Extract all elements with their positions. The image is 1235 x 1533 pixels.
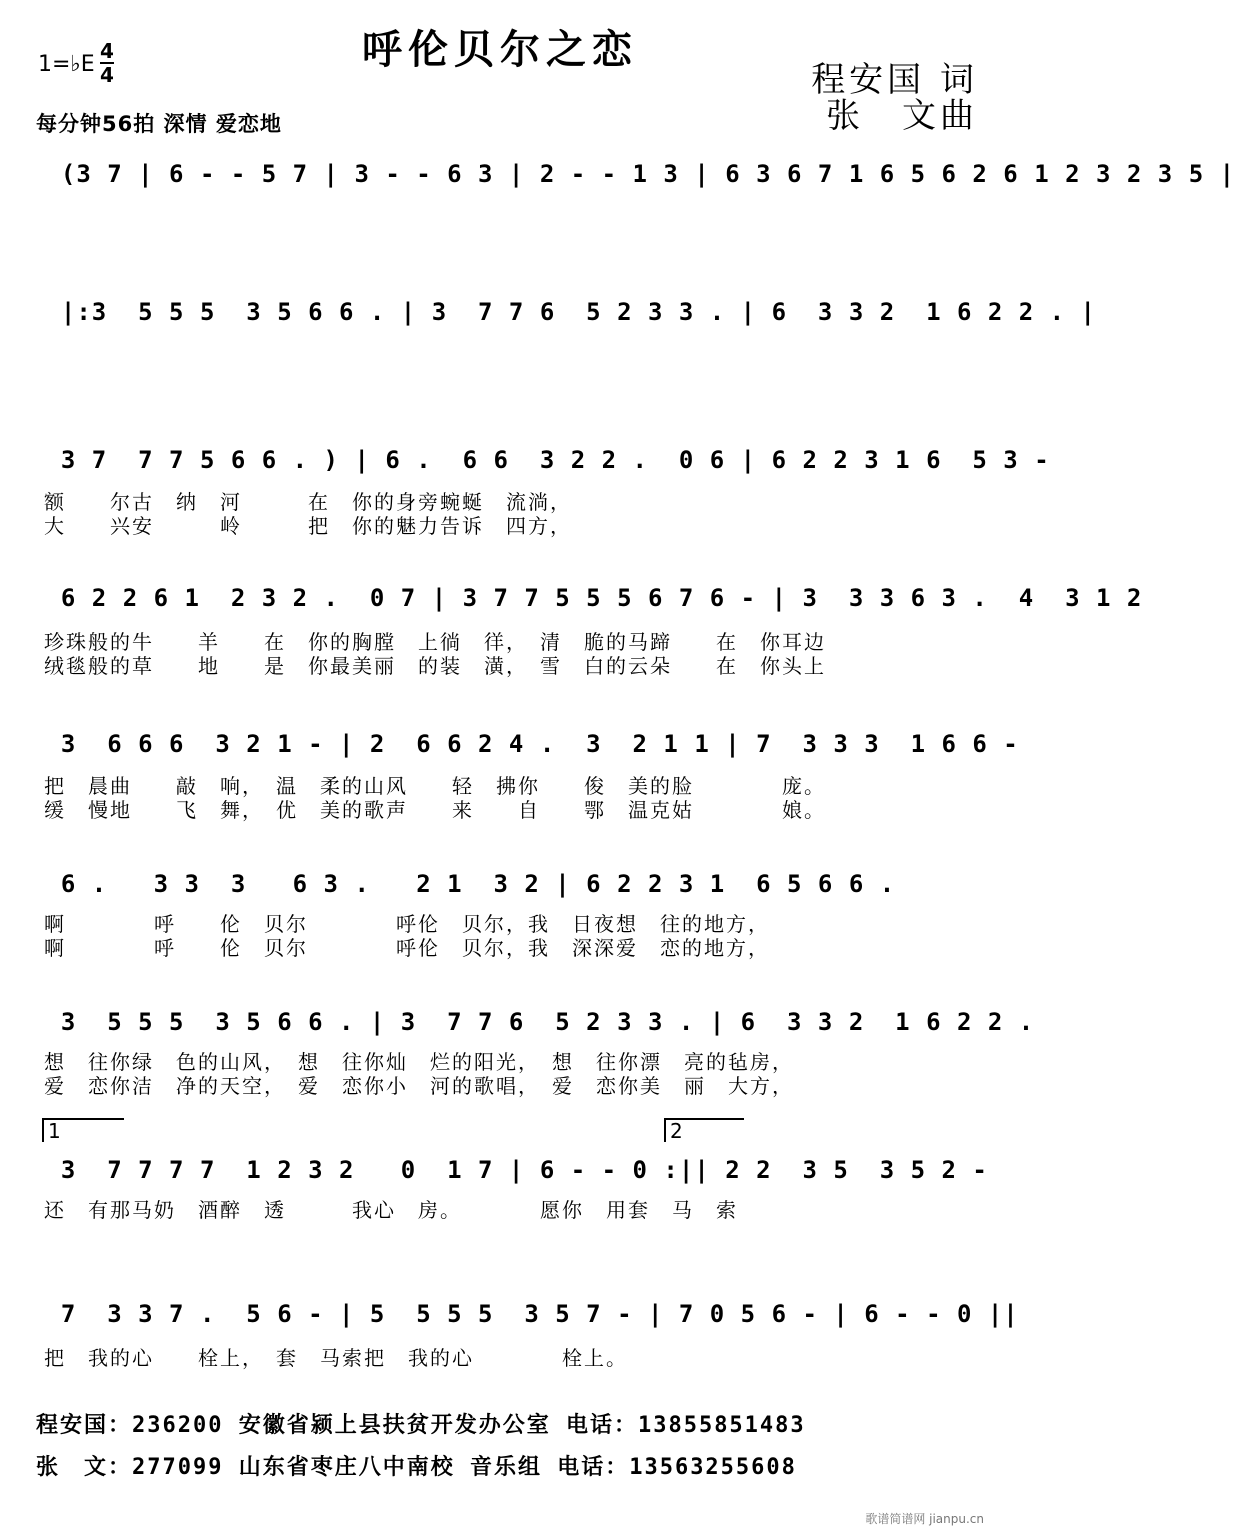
lyrics-row-3-line-2: 大 兴安 岭 把 你的魅力告诉 四方，	[44, 514, 572, 538]
lyrics-row-6-line-1: 啊 呼 伦 贝尔 呼伦 贝尔，我 日夜想 往的地方，	[44, 912, 770, 936]
notes-row-7: 3 5 5 5 3 5 6 6 . | 3 7 7 6 5 2 3 3 . | 6 3 3 2 1 6 2 2 .	[60, 1008, 1035, 1036]
notes-row-9: 7 3 3 7 . 5 6 - | 5 5 5 5 3 5 7 - | 7 0 5 6 - | 6 - - 0 ||	[60, 1300, 1019, 1328]
time-signature-top: 4	[100, 39, 114, 63]
footer-contact-composer: 张 文：277099 山东省枣庄八中南校 音乐组 电话：13563255608	[36, 1455, 797, 1480]
footer-contact-lyricist: 程安国：236200 安徽省颍上县扶贫开发办公室 电话：13855851483	[36, 1413, 806, 1438]
lyrics-row-7-line-2: 爱 恋你洁 净的天空， 爱 恋你小 河的歌唱， 爱 恋你美 丽 大方，	[44, 1074, 794, 1098]
notes-row-1: (3 7 | 6 - - 5 7 | 3 - - 6 3 | 2 - - 1 3 | 6 3 6 7 1 6 5 6 2 6 1 2 3 2 3 5 |	[60, 160, 1235, 188]
lyricist-credit: 程安国 词	[811, 60, 978, 100]
lyrics-row-4-line-1: 珍珠般的牛 羊 在 你的胸膛 上徜 徉， 清 脆的马蹄 在 你耳边	[44, 630, 826, 654]
score-row-1	[30, 160, 1235, 194]
composer-credit: 张 文曲	[826, 96, 978, 136]
notes-row-6: 6 . 3 3 3 6 3 . 2 1 3 2 | 6 2 2 3 1 6 5 6 6 .	[60, 870, 896, 898]
score-row-2	[30, 298, 1097, 332]
tempo-marking: 每分钟56拍 深情 爱恋地	[36, 112, 282, 136]
score-row-3	[30, 446, 1050, 480]
lyrics-row-7-line-1: 想 往你绿 色的山风， 想 往你灿 烂的阳光， 想 往你漂 亮的毡房，	[44, 1050, 794, 1074]
time-signature	[100, 40, 114, 86]
notes-row-5: 3 6 6 6 3 2 1 - | 2 6 6 2 4 . 3 2 1 1 | 7 3 3 3 1 6 6 -	[60, 730, 1019, 758]
lyrics-row-5-line-2: 缓 慢地 飞 舞， 优 美的歌声 来 自 鄂 温克姑 娘。	[44, 798, 826, 822]
notes-row-2: |:3 5 5 5 3 5 6 6 . | 3 7 7 6 5 2 3 3 . | 6 3 3 2 1 6 2 2 . |	[60, 298, 1097, 326]
song-title: 呼伦贝尔之恋	[362, 27, 638, 73]
lyrics-row-5-line-1: 把 晨曲 敲 响， 温 柔的山风 轻 拂你 俊 美的脸 庞。	[44, 774, 826, 798]
notes-row-3: 3 7 7 7 5 6 6 . ) | 6 . 6 6 3 2 2 . 0 6 | 6 2 2 3 1 6 5 3 -	[60, 446, 1050, 474]
lyrics-row-3-line-1: 额 尔古 纳 河 在 你的身旁蜿蜒 流淌，	[44, 490, 572, 514]
notes-row-4: 6 2 2 6 1 2 3 2 . 0 7 | 3 7 7 5 5 5 6 7 6 - | 3 3 3 6 3 . 4 3 1 2	[60, 584, 1143, 612]
score-row-4	[30, 584, 1143, 618]
lyrics-row-8-line-1: 还 有那马奶 酒醉 透 我心 房。 愿你 用套 马 索	[44, 1198, 738, 1222]
key-signature: 1=♭E	[38, 52, 95, 77]
score-row-9	[30, 1300, 1019, 1334]
volta-second-ending: 2	[664, 1118, 744, 1142]
time-signature-bottom: 4	[100, 63, 114, 87]
score-row-7	[30, 1008, 1035, 1042]
lyrics-row-4-line-2: 绒毯般的草 地 是 你最美丽 的装 潢， 雪 白的云朵 在 你头上	[44, 654, 826, 678]
site-watermark: 歌谱简谱网 jianpu.cn	[865, 1512, 984, 1526]
score-row-8	[30, 1156, 996, 1190]
lyrics-row-6-line-2: 啊 呼 伦 贝尔 呼伦 贝尔，我 深深爱 恋的地方，	[44, 936, 770, 960]
lyrics-row-9-line-1: 把 我的心 栓上， 套 马索把 我的心 栓上。	[44, 1346, 628, 1370]
volta-first-ending: 1	[42, 1118, 124, 1142]
score-row-6	[30, 870, 996, 904]
score-row-5	[30, 730, 1019, 764]
notes-row-8: 3 7 7 7 7 1 2 3 2 0 1 7 | 6 - - 0 :|| 2 2 3 5 3 5 2 -	[60, 1156, 988, 1184]
